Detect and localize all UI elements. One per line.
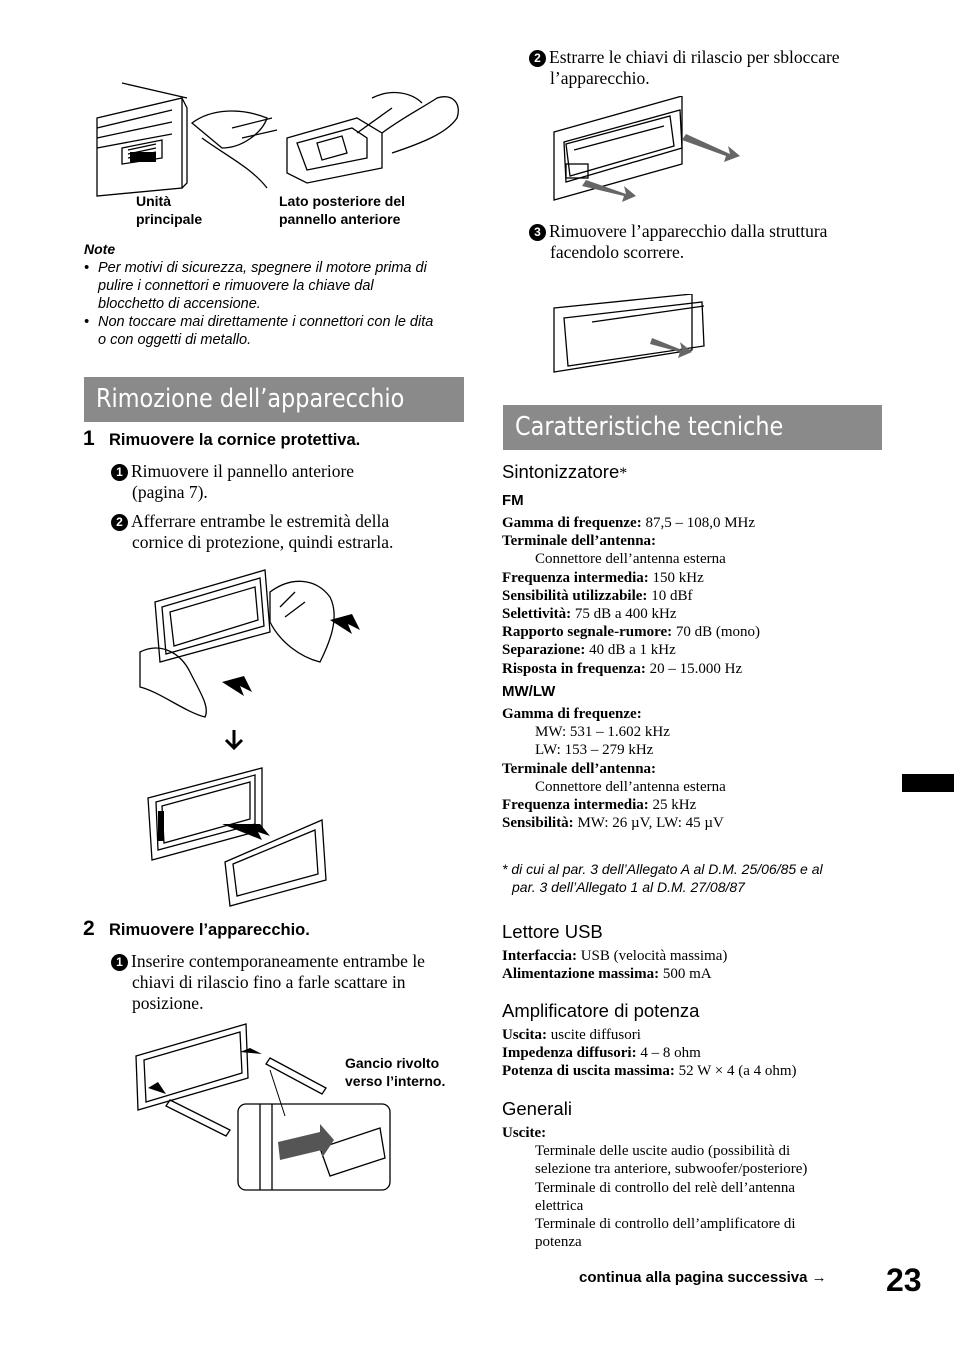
figure-label-main-unit-line1: Unità (136, 193, 171, 209)
note-item: • Non toccare mai direttamente i connettori con le dita o con oggetti di metallo. (84, 314, 434, 348)
spec-line: Alimentazione massima: 500 mA (502, 966, 712, 983)
spec-subheading-mwlw: MW/LW (502, 683, 556, 700)
figure-label-front-panel-back-line2: pannello anteriore (279, 211, 401, 227)
spec-line: potenza (535, 1234, 582, 1251)
continue-text: continua alla pagina successiva → (579, 1269, 827, 1286)
step-number: 1 (83, 427, 95, 450)
substep: 2 Afferrare entrambe le estremità della cornice di protezione, quindi estrarla. (111, 511, 471, 553)
figure-label-hook-line2: verso l’interno. (345, 1073, 446, 1089)
spec-line: Terminale di controllo dell’amplificatore di (535, 1216, 796, 1233)
spec-heading-usb: Lettore USB (502, 921, 603, 942)
step-circle-number: 2 (529, 50, 546, 67)
figure-label-front-panel-back-line1: Lato posteriore del (279, 193, 406, 209)
spec-line: Terminale delle uscite audio (possibilità di (535, 1143, 791, 1160)
spec-list-mwlw (502, 705, 882, 832)
spec-line: Terminale di controllo del relè dell’antenna (535, 1179, 796, 1196)
spec-line: Impedenza diffusori: 4 – 8 ohm (502, 1045, 701, 1062)
substep: 1 Rimuovere il pannello anteriore (pagina 7). (111, 461, 471, 503)
figure-release-keys (130, 1018, 400, 1196)
figure-frame-removal (130, 562, 370, 912)
spec-heading-general: Generali (502, 1098, 572, 1119)
spec-line: Interfaccia: USB (velocità massima) (502, 948, 728, 964)
figure-connector-cleaning (92, 78, 472, 203)
spec-line: Gamma di frequenze: (502, 706, 642, 722)
spec-line: Sensibilità: MW: 26 µV, LW: 45 µV (502, 815, 724, 832)
section-title-specs: Caratteristiche tecniche (503, 405, 882, 450)
spec-footnote: * di cui al par. 3 dell’Allegato A al D.M. 25/06/85 e al par. 3 dell’Allegato 1 al D.M. 27/08/87 (502, 861, 823, 895)
page-number: 23 (886, 1262, 922, 1298)
spec-line: selezione tra anteriore, subwoofer/posteriore) (535, 1161, 808, 1178)
spec-line: Risposta in frequenza: 20 – 15.000 Hz (502, 660, 743, 677)
spec-list-usb (502, 947, 882, 983)
step-circle-number: 3 (529, 224, 546, 241)
spec-line: Selettività: 75 dB a 400 kHz (502, 606, 677, 623)
spec-line: Sensibilità utilizzabile: 10 dBf (502, 587, 693, 604)
spec-line: Frequenza intermedia: 150 kHz (502, 569, 704, 586)
note-item: • Per motivi di sicurezza, spegnere il motore prima di pulire i connettori e rimuovere la chiave dal blocchetto di accensione. (84, 260, 427, 312)
spec-line: Rapporto segnale-rumore: 70 dB (mono) (502, 624, 761, 641)
spec-line: Connettore dell’antenna esterna (535, 778, 726, 795)
spec-line: Uscita: uscite diffusori (502, 1027, 641, 1043)
spec-subheading-fm: FM (502, 492, 524, 509)
figure-label-hook-line1: Gancio rivolto (345, 1055, 440, 1071)
spec-line: Frequenza intermedia: 25 kHz (502, 797, 697, 814)
figure-unlock-unit (552, 96, 742, 202)
spec-line: Uscite: (502, 1125, 547, 1141)
substep: 3 Rimuovere l’apparecchio dalla struttura facendolo scorrere. (529, 221, 889, 263)
step-circle-number: 2 (111, 514, 128, 531)
step-circle-number: 1 (111, 464, 128, 481)
spec-list-amp (502, 1026, 882, 1081)
step-circle-number: 1 (111, 954, 128, 971)
spec-heading-amp: Amplificatore di potenza (502, 1000, 700, 1021)
step-title: Rimuovere la cornice protettiva. (109, 431, 361, 449)
step-title: Rimuovere l’apparecchio. (109, 921, 310, 939)
spec-line: elettrica (535, 1197, 584, 1214)
step-number: 2 (83, 917, 95, 940)
spec-line: MW: 531 – 1.602 kHz (535, 724, 670, 741)
section-title-removal: Rimozione dell’apparecchio (84, 377, 464, 422)
spec-line: Terminale dell’antenna: (502, 533, 657, 550)
figure-label-main-unit-line2: principale (136, 211, 203, 227)
spec-line: Potenza di uscita massima: 52 W × 4 (a 4 ohm) (502, 1063, 797, 1080)
substep: 1 Inserire contemporaneamente entrambe le chiavi di rilascio fino a farle scattare in posizione. (111, 951, 471, 1014)
substep: 2 Estrarre le chiavi di rilascio per sbloccare l’apparecchio. (529, 47, 889, 89)
spec-list-fm (502, 514, 882, 678)
thumb-index-tab (902, 774, 954, 792)
spec-list-general (502, 1124, 882, 1251)
spec-line: Terminale dell’antenna: (502, 760, 657, 777)
figure-slide-out-unit (552, 294, 712, 374)
spec-heading-tuner: Sintonizzatore* (502, 461, 628, 482)
spec-line: LW: 153 – 279 kHz (535, 742, 654, 759)
spec-line: Separazione: 40 dB a 1 kHz (502, 642, 676, 659)
spec-line: Gamma di frequenze: 87,5 – 108,0 MHz (502, 515, 756, 531)
note-title: Note (84, 241, 116, 257)
arrow-right-icon: → (811, 1269, 827, 1286)
spec-line: Connettore dell’antenna esterna (535, 551, 726, 568)
